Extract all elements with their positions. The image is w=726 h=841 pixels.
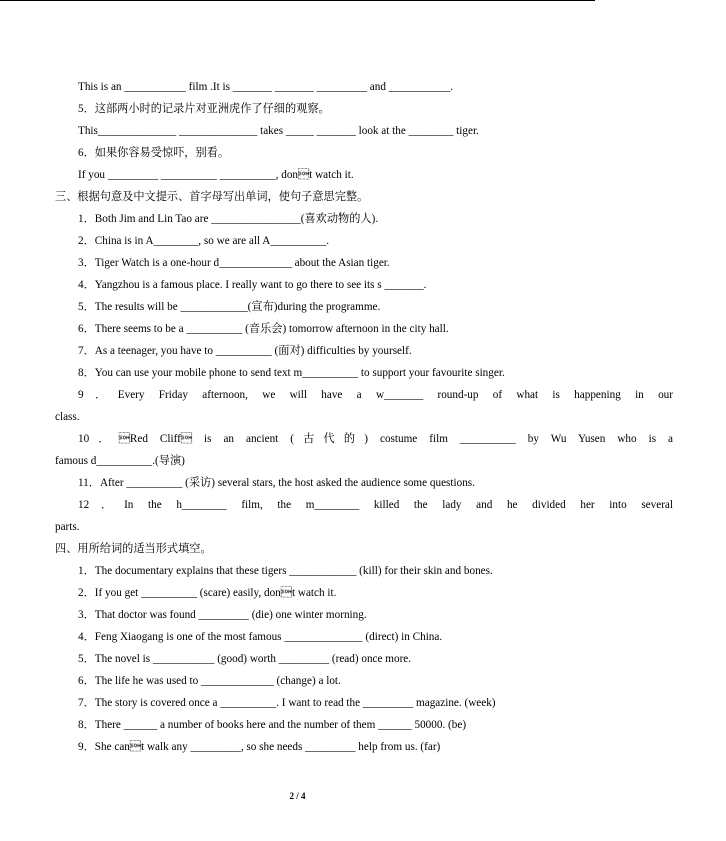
question-item: 9．She cant walk any _________, so she needs _________ help from us. (far): [78, 741, 441, 753]
question-item: 6．The life he was used to _____________ (change) a lot.: [78, 675, 341, 687]
page-number: 2 / 4: [289, 791, 306, 801]
question-item: 10．Red Cliff is an ancient (古代的) costume film __________ by Wu Yusen who is a: [78, 433, 673, 445]
section-heading: 三、根据句意及中文提示、首字母写出单词，使句子意思完整。: [55, 191, 369, 203]
question-item: 1．Both Jim and Lin Tao are ________________(喜欢动物的人).: [78, 213, 379, 225]
question-item: 7．The story is covered once a __________. I want to read the _________ magazine. (week): [78, 697, 496, 709]
text-line: This______________ ______________ takes _____ _______ look at the ________ tiger.: [78, 125, 479, 137]
question-item-continued: famous d__________.(导演): [55, 455, 185, 467]
text-line: 6．如果你容易受惊吓，别看。: [78, 147, 230, 159]
question-item: 11．After __________ (采访) several stars, the host asked the audience some questions.: [78, 477, 475, 489]
question-item: 1．The documentary explains that these tigers ____________ (kill) for their skin and bones.: [78, 565, 493, 577]
question-item: 6．There seems to be a __________ (音乐会) tomorrow afternoon in the city hall.: [78, 323, 449, 335]
question-item-continued: parts.: [55, 521, 80, 533]
question-item: 12．In the h________ film, the m________ killed the lady and he divided her into several: [78, 499, 673, 511]
question-item: 8．There ______ a number of books here and the number of them ______ 50000. (be): [78, 719, 467, 731]
section-heading: 四、用所给词的适当形式填空。: [55, 543, 212, 555]
top-rule: [0, 0, 595, 1]
question-item: 4．Yangzhou is a famous place. I really want to go there to see its s _______.: [78, 279, 427, 291]
text-line: This is an ___________ film .It is _______ _______ _________ and ___________.: [78, 81, 454, 93]
question-item: 2．If you get __________ (scare) easily, dont watch it.: [78, 587, 337, 599]
question-item: 3．That doctor was found _________ (die) one winter morning.: [78, 609, 367, 621]
question-item: 2．China is in A________, so we are all A__________.: [78, 235, 330, 247]
question-item: 5．The novel is ___________ (good) worth _________ (read) once more.: [78, 653, 412, 665]
question-item: 5．The results will be ____________(宣布)during the programme.: [78, 301, 381, 313]
question-item: 4．Feng Xiaogang is one of the most famous ______________ (direct) in China.: [78, 631, 443, 643]
question-item-continued: class.: [55, 411, 80, 423]
text-line: 5．这部两小时的记录片对亚洲虎作了仔细的观察。: [78, 103, 330, 115]
question-item: 7．As a teenager, you have to __________ (面对) difficulties by yourself.: [78, 345, 412, 357]
question-item: 9．Every Friday afternoon, we will have a w_______ round-up of what is happening in our: [78, 389, 673, 401]
text-line: If you _________ __________ __________, dont watch it.: [78, 169, 354, 181]
question-item: 3．Tiger Watch is a one-hour d_____________ about the Asian tiger.: [78, 257, 390, 269]
question-item: 8．You can use your mobile phone to send text m__________ to support your favourite singer.: [78, 367, 505, 379]
